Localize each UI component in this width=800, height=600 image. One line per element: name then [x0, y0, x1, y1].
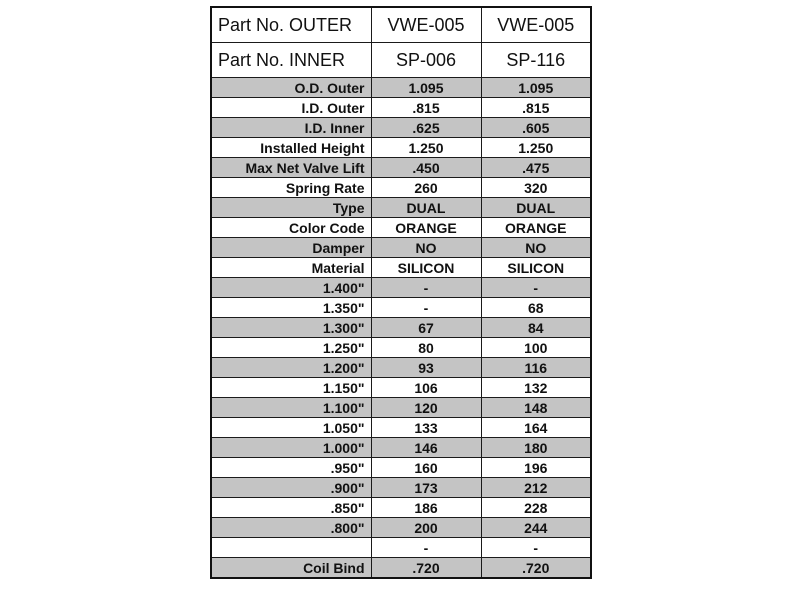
row-value-a: .625: [371, 118, 481, 138]
table-row: [211, 298, 591, 318]
row-label: 1.250": [211, 338, 371, 358]
row-value-b: .815: [481, 98, 591, 118]
table-row: [211, 378, 591, 398]
row-label: Installed Height: [211, 138, 371, 158]
header-label-outer: Part No. OUTER: [211, 7, 371, 43]
row-label: I.D. Inner: [211, 118, 371, 138]
row-value-a: -: [371, 278, 481, 298]
row-value-b: 132: [481, 378, 591, 398]
row-label: Type: [211, 198, 371, 218]
row-value-a: .815: [371, 98, 481, 118]
row-label: 1.200": [211, 358, 371, 378]
row-value-b: 228: [481, 498, 591, 518]
row-value-b: 320: [481, 178, 591, 198]
row-value-a: ORANGE: [371, 218, 481, 238]
row-value-b: 212: [481, 478, 591, 498]
header-row-outer: [211, 7, 591, 43]
row-label: Damper: [211, 238, 371, 258]
row-value-b: DUAL: [481, 198, 591, 218]
spring-spec-sheet: [210, 6, 590, 579]
table-row: [211, 318, 591, 338]
spring-spec-table: [210, 6, 592, 579]
row-value-b: 100: [481, 338, 591, 358]
table-row: [211, 418, 591, 438]
header-value-inner-b: SP-116: [481, 43, 591, 78]
row-label: 1.400": [211, 278, 371, 298]
row-label: 1.350": [211, 298, 371, 318]
row-value-a: 106: [371, 378, 481, 398]
table-row: [211, 458, 591, 478]
row-value-b: 180: [481, 438, 591, 458]
row-value-a: 67: [371, 318, 481, 338]
table-row: [211, 158, 591, 178]
row-label: .900": [211, 478, 371, 498]
row-label: 1.000": [211, 438, 371, 458]
row-label: Max Net Valve Lift: [211, 158, 371, 178]
table-row: [211, 338, 591, 358]
row-value-b: 1.250: [481, 138, 591, 158]
table-row: [211, 278, 591, 298]
row-value-a: SILICON: [371, 258, 481, 278]
table-row: [211, 518, 591, 538]
row-value-b: NO: [481, 238, 591, 258]
header-value-outer-a: VWE-005: [371, 7, 481, 43]
row-value-a: .450: [371, 158, 481, 178]
row-value-a: .720: [371, 558, 481, 579]
table-row: [211, 478, 591, 498]
table-row: [211, 118, 591, 138]
table-row: [211, 78, 591, 98]
spec-table-body: [211, 7, 591, 578]
row-label: Spring Rate: [211, 178, 371, 198]
row-value-a: -: [371, 298, 481, 318]
row-value-a: 133: [371, 418, 481, 438]
row-label: .850": [211, 498, 371, 518]
row-value-b: 116: [481, 358, 591, 378]
row-value-b: 164: [481, 418, 591, 438]
table-row: [211, 398, 591, 418]
table-row: [211, 238, 591, 258]
row-value-b: 196: [481, 458, 591, 478]
row-value-a: 1.250: [371, 138, 481, 158]
row-value-a: 93: [371, 358, 481, 378]
row-value-b: -: [481, 278, 591, 298]
row-value-a: 146: [371, 438, 481, 458]
row-value-b: .605: [481, 118, 591, 138]
row-value-a: 200: [371, 518, 481, 538]
table-row: [211, 498, 591, 518]
row-value-b: 1.095: [481, 78, 591, 98]
row-value-a: 173: [371, 478, 481, 498]
row-label: Material: [211, 258, 371, 278]
row-value-b: .475: [481, 158, 591, 178]
table-row: [211, 178, 591, 198]
header-label-inner: Part No. INNER: [211, 43, 371, 78]
table-row: [211, 138, 591, 158]
row-label: Coil Bind: [211, 558, 371, 579]
row-label: .950": [211, 458, 371, 478]
row-label: 1.050": [211, 418, 371, 438]
table-row: [211, 538, 591, 558]
row-value-a: 80: [371, 338, 481, 358]
row-value-b: -: [481, 538, 591, 558]
row-value-b: 244: [481, 518, 591, 538]
row-label: [211, 538, 371, 558]
row-value-a: 260: [371, 178, 481, 198]
row-label: 1.300": [211, 318, 371, 338]
header-row-inner: [211, 43, 591, 78]
row-value-b: ORANGE: [481, 218, 591, 238]
row-value-a: -: [371, 538, 481, 558]
row-value-a: 120: [371, 398, 481, 418]
table-row: [211, 198, 591, 218]
table-row: [211, 358, 591, 378]
row-value-b: 84: [481, 318, 591, 338]
table-row: [211, 218, 591, 238]
row-value-b: 148: [481, 398, 591, 418]
row-value-b: SILICON: [481, 258, 591, 278]
row-value-a: 160: [371, 458, 481, 478]
table-row: [211, 558, 591, 579]
row-value-a: 186: [371, 498, 481, 518]
row-label: 1.100": [211, 398, 371, 418]
row-value-a: 1.095: [371, 78, 481, 98]
row-label: I.D. Outer: [211, 98, 371, 118]
table-row: [211, 98, 591, 118]
row-label: O.D. Outer: [211, 78, 371, 98]
table-row: [211, 258, 591, 278]
header-value-inner-a: SP-006: [371, 43, 481, 78]
row-value-b: 68: [481, 298, 591, 318]
row-value-a: NO: [371, 238, 481, 258]
row-label: 1.150": [211, 378, 371, 398]
table-row: [211, 438, 591, 458]
row-label: .800": [211, 518, 371, 538]
row-value-a: DUAL: [371, 198, 481, 218]
header-value-outer-b: VWE-005: [481, 7, 591, 43]
row-label: Color Code: [211, 218, 371, 238]
row-value-b: .720: [481, 558, 591, 579]
